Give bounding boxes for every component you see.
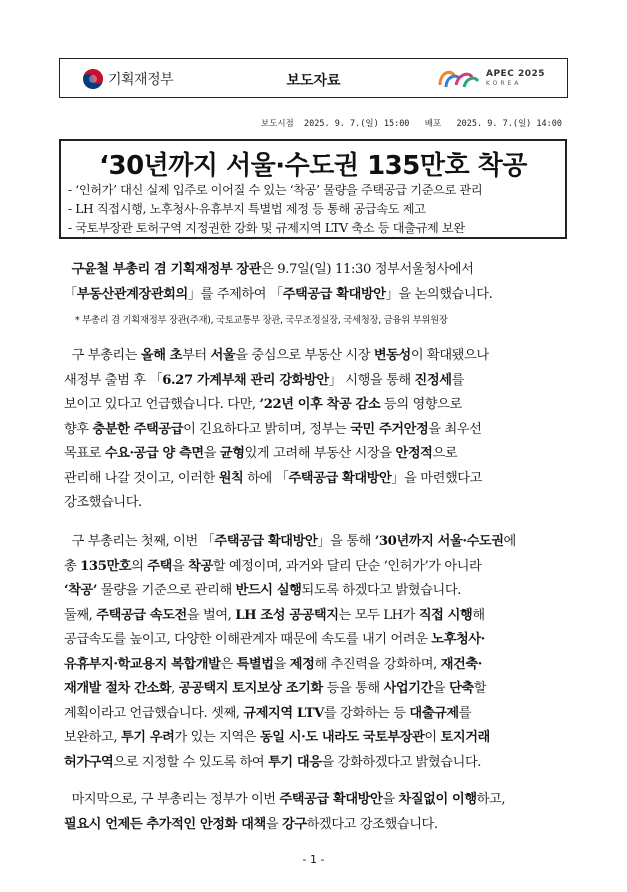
footnote: * 부총리 겸 기획재정부 장관(주재), 국토교통부 장관, 국무조정실장, 국세청장, 금융위 부위원장	[75, 315, 448, 326]
bullet-item: - ‘인허가’ 대신 실제 입주로 이어질 수 있는 ‘착공’ 물량을 주택공급 기준으로 관리	[68, 183, 483, 197]
text-span: 보이고 있다고 언급했습니다. 다만,	[64, 397, 260, 412]
text-span: 」를 주제하여 「	[187, 286, 283, 302]
bold-text: 특별법	[236, 656, 274, 672]
text-line	[64, 677, 569, 702]
text-span: 하고,	[476, 792, 506, 807]
text-span: 을 벌여,	[186, 607, 236, 623]
bold-text: 규제지역 LTV	[243, 705, 324, 721]
bold-text: 투기 대응	[268, 754, 322, 770]
text-span: 은 9.7일(일) 11:30 정부서울청사에서	[261, 262, 474, 277]
text-span: 등을 통해	[322, 681, 384, 696]
bold-text: 국토부장관	[362, 730, 425, 745]
bold-text: 변동성	[373, 348, 411, 363]
text-span: 으로	[432, 446, 458, 461]
bold-text: 직접 시행	[418, 607, 473, 623]
bold-text: 주택공급 속도전	[96, 607, 187, 623]
bold-text: 6.27 가계부채 관리 강화방안	[162, 372, 329, 388]
bold-text: 반드시 실행	[235, 583, 302, 598]
bold-text: 토지거래	[440, 730, 490, 745]
text-span: 이 긴요하다고 밝히며, 정부는	[183, 421, 351, 437]
text-span: 을	[432, 681, 450, 696]
text-line	[64, 258, 569, 283]
text-span: 향후	[64, 421, 93, 437]
text-span: 관리해 나갈 것이고, 이러한	[64, 470, 219, 486]
text-span: 마지막으로, 구 부총리는 정부가 이번	[71, 792, 280, 807]
text-line	[64, 788, 569, 813]
text-line	[64, 604, 569, 629]
bold-text: 유휴부지·학교용지 복합개발	[64, 656, 221, 672]
text-span: 계획이라고 언급했습니다. 셋째,	[64, 705, 244, 721]
bold-text: 135만호	[80, 558, 132, 574]
release-time: 보도시점 2025. 9. 7.(일) 15:00 배포 2025. 9. 7.(일) 14:00	[260, 119, 562, 129]
bold-text: 단축	[449, 681, 474, 696]
text-span: 있게 고려해 부동산 시장을	[244, 446, 396, 461]
text-line	[64, 369, 569, 394]
bold-text: 안정적	[395, 446, 433, 461]
text-span: 을 최우선	[428, 421, 482, 437]
text-span: 」을 논의했습니다.	[385, 286, 493, 302]
bullet-item: - LH 직접시행, 노후청사·유휴부지 특별법 제정 등 통해 공급속도 제고	[68, 202, 426, 216]
text-line	[64, 491, 569, 516]
text-span: 해	[472, 607, 485, 623]
bold-text: 서울	[210, 348, 236, 363]
text-span: 를	[458, 705, 472, 721]
text-line	[64, 579, 569, 604]
paragraph-closing	[64, 788, 569, 837]
paragraph-meeting	[64, 258, 569, 307]
text-span: 」을 통해	[317, 534, 375, 549]
bold-text: 주택공급 확대방안	[279, 792, 383, 807]
text-span: 물량을 기준으로 관리해	[97, 583, 236, 598]
text-span: 총	[64, 558, 81, 574]
text-span: 등의 영향으로	[380, 397, 462, 412]
paragraph-market	[64, 344, 569, 516]
bold-text: 재개발 절차 간소화	[64, 681, 172, 696]
bold-text: ’30년까지 서울·수도권	[374, 534, 504, 549]
apec-logo	[436, 65, 545, 91]
text-span: 을	[171, 558, 189, 574]
bullet-item: - 국토부장관 토허구역 지정권한 강화 및 규제지역 LTV 축소 등 대출규제 보완	[68, 221, 465, 235]
text-span: 하에 「	[243, 470, 289, 486]
text-span: 할	[473, 681, 487, 696]
bold-text: 재건축·	[440, 656, 482, 672]
text-span: 의	[131, 558, 148, 574]
text-span: 을	[265, 816, 282, 832]
text-line	[64, 283, 569, 308]
text-span: 하겠다고 강조했습니다.	[306, 816, 438, 832]
text-line	[64, 653, 569, 678]
bold-text: 착공	[188, 558, 213, 574]
bold-text: 필요시 언제든 추가적인 안정화 대책	[64, 816, 266, 832]
text-line	[64, 344, 569, 369]
headline-box	[59, 139, 567, 239]
bold-text: 동일 시·도 내라도	[259, 730, 359, 745]
bold-text: 충분한 주택공급	[92, 421, 184, 437]
text-line	[64, 467, 569, 492]
text-span: 가 있는 지역은	[174, 730, 260, 745]
text-span: 」 시행을 통해	[328, 372, 415, 388]
text-span: 는 모두 LH가	[338, 607, 419, 623]
text-span: 「	[64, 286, 77, 302]
bold-text: 대출규제	[409, 705, 459, 721]
text-span: 부터	[182, 348, 211, 363]
page-number: - 1 -	[302, 853, 325, 866]
text-span: 공급속도를 높이고, 다양한 이해관계자 때문에 속도를 내기 어려운	[64, 632, 432, 647]
text-span: 」을 마련했다고	[391, 470, 482, 486]
bold-text: 국민 주거안정	[350, 421, 429, 437]
bold-text: ‘착공’	[64, 583, 98, 598]
bold-text: 부동산관계장관회의	[76, 286, 188, 302]
bold-text: LH 조성 공공택지	[235, 607, 339, 623]
apec-emblem-icon	[436, 65, 480, 91]
text-line	[64, 555, 569, 580]
text-span: 은	[220, 656, 237, 672]
bold-text: 투기 우려	[120, 730, 175, 745]
bold-text: 허가구역	[64, 754, 114, 770]
text-span: 에	[503, 534, 516, 549]
bold-text: 주택	[147, 558, 172, 574]
text-span: 를	[451, 372, 464, 388]
bold-text: 공공택지 토지보상 조기화	[178, 681, 323, 696]
text-span: 새정부 출범 후 「	[64, 372, 163, 388]
apec-title: APEC 2025	[486, 68, 545, 79]
bold-text: 사업기간	[383, 681, 433, 696]
text-line	[64, 393, 569, 418]
headline-title: ‘30년까지 서울·수도권 135만호 착공	[99, 151, 527, 181]
text-span: 둘째,	[64, 607, 97, 623]
text-span: 을	[382, 792, 399, 807]
text-span: 을	[203, 446, 220, 461]
text-span: 할 예정이며, 과거와 달리 단순 ‘인허가’가 아니라	[212, 558, 482, 574]
text-span: 목표로	[64, 446, 105, 461]
apec-country: KOREA	[486, 79, 522, 87]
bold-text: 수요·공급 양 측면	[104, 446, 204, 461]
bold-text: 제정	[289, 656, 315, 672]
text-line	[64, 813, 569, 838]
text-line	[64, 702, 569, 727]
press-release-label: 보도자료	[286, 73, 341, 89]
text-span: 되도록 하겠다고 밝혔습니다.	[301, 583, 461, 598]
text-line	[64, 726, 569, 751]
text-line	[64, 442, 569, 467]
headline-bullets	[68, 181, 482, 238]
text-line	[64, 628, 569, 653]
bold-text: 노후청사·	[431, 632, 485, 647]
text-span: 보완하고,	[64, 730, 121, 745]
text-span: 를 강화하는 등	[323, 705, 410, 721]
bold-text: 올해 초	[140, 348, 183, 363]
paragraph-measures	[64, 530, 569, 775]
bold-text: ’22년 이후 착공 감소	[259, 397, 381, 412]
text-line	[64, 418, 569, 443]
text-span: 으로 지정할 수 있도록 하여	[113, 754, 269, 770]
text-span: 해 추진력을 강화하며,	[314, 656, 441, 672]
text-line	[64, 530, 569, 555]
text-span: 을 중심으로 부동산 시장	[235, 348, 374, 363]
text-span: 이	[424, 730, 441, 745]
bold-text: 주택공급 확대방안	[214, 534, 318, 549]
text-span: 이 확대됐으나	[410, 348, 489, 363]
ministry-name: 기획재정부	[108, 72, 174, 88]
bold-text: 원칙	[218, 470, 244, 486]
text-span: 구 부총리는	[71, 348, 141, 363]
bold-text: 주택공급 확대방안	[282, 286, 386, 302]
text-span: ,	[171, 681, 179, 696]
header-box	[59, 58, 568, 98]
bold-text: 주택공급 확대방안	[288, 470, 392, 486]
text-span: 을	[273, 656, 290, 672]
bold-text: 균형	[219, 446, 245, 461]
bold-text: 구윤철 부총리 겸 기획재정부 장관	[71, 262, 262, 277]
text-span: 강조했습니다.	[64, 495, 142, 510]
text-span: 을 강화하겠다고 밝혔습니다.	[321, 754, 482, 770]
bold-text: 차질없이 이행	[398, 792, 477, 807]
bold-text: 강구	[282, 816, 307, 832]
apec-wordmark	[486, 70, 545, 87]
text-line	[64, 751, 569, 776]
bold-text: 진정세	[414, 372, 452, 388]
text-span: 구 부총리는 첫째, 이번 「	[71, 534, 215, 549]
